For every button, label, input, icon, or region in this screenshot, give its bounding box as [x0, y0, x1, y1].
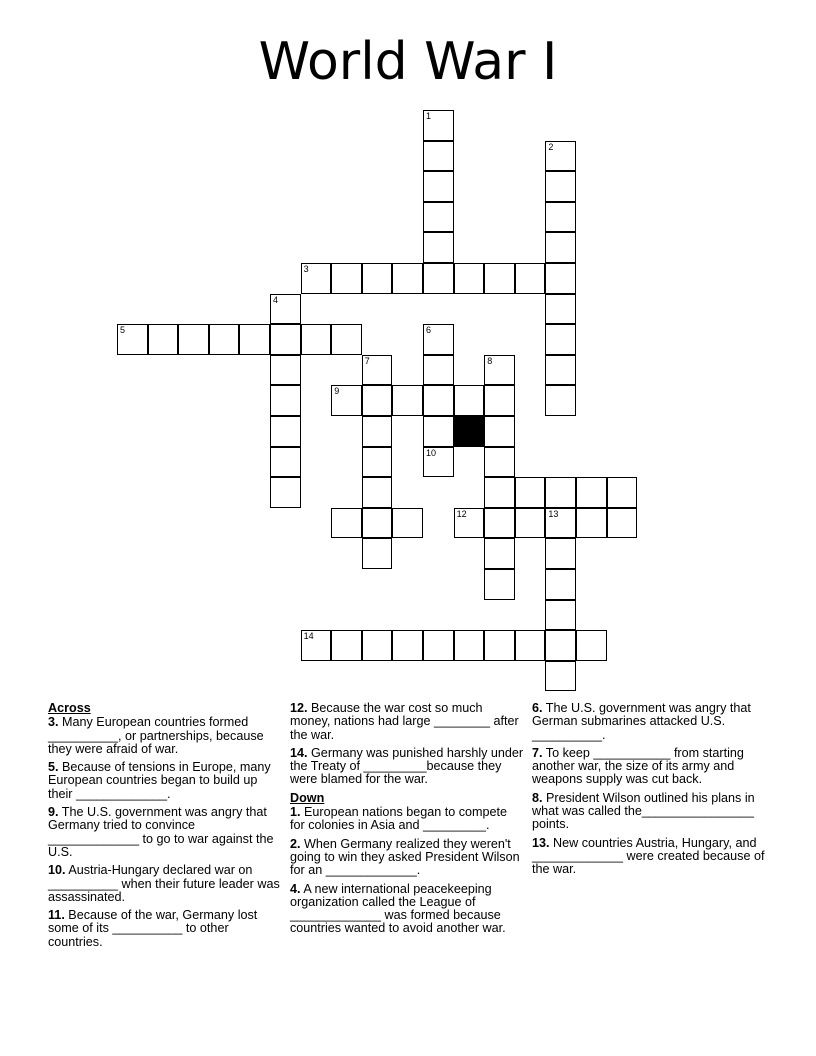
crossword-cell[interactable]	[423, 110, 454, 141]
crossword-cell[interactable]	[607, 477, 638, 508]
clue-number: 11.	[48, 908, 65, 923]
clue-down-2	[290, 838, 524, 878]
clue-down-6	[532, 702, 766, 742]
crossword-cell[interactable]	[423, 355, 454, 386]
crossword-cell[interactable]	[545, 385, 576, 416]
clue-text: President Wilson outlined his plans in what was called the________________ points.	[532, 790, 755, 832]
crossword-cell[interactable]	[545, 600, 576, 631]
clue-text: The U.S. government was angry that German submarines attacked U.S. __________.	[532, 701, 751, 742]
crossword-cell[interactable]	[484, 263, 515, 294]
clue-text: The U.S. government was angry that Germany tried to convince _____________ to go to war against the U.S.	[48, 805, 274, 859]
clue-number-label: 10	[426, 447, 437, 458]
clue-down-8	[532, 792, 766, 832]
crossword-cell[interactable]	[423, 171, 454, 202]
crossword-cell[interactable]	[545, 477, 576, 508]
clue-number: 7.	[532, 745, 543, 760]
crossword-cell[interactable]	[423, 416, 454, 447]
crossword-cell[interactable]	[515, 477, 546, 508]
crossword-cell[interactable]	[331, 263, 362, 294]
crossword-cell[interactable]	[148, 324, 179, 355]
crossword-cell[interactable]	[515, 630, 546, 661]
crossword-cell[interactable]	[423, 447, 454, 478]
crossword-block	[454, 416, 485, 447]
clue-number: 12.	[290, 701, 308, 715]
crossword-cell[interactable]	[545, 141, 576, 172]
crossword-cell[interactable]	[484, 569, 515, 600]
clue-number-label: 9	[334, 386, 340, 397]
clue-number: 9.	[48, 805, 59, 820]
crossword-cell[interactable]	[301, 263, 332, 294]
crossword-cell[interactable]	[423, 324, 454, 355]
clue-number-label: 12	[456, 508, 467, 519]
crossword-cell[interactable]	[270, 294, 301, 325]
clue-number: 2.	[290, 836, 301, 851]
crossword-cell[interactable]	[209, 324, 240, 355]
clue-down-7	[532, 747, 766, 787]
crossword-cell[interactable]	[576, 508, 607, 539]
across-header: Across	[48, 701, 91, 715]
crossword-cell[interactable]	[392, 385, 423, 416]
clue-number: 3.	[48, 715, 59, 730]
crossword-cell[interactable]	[423, 263, 454, 294]
crossword-cell[interactable]	[545, 171, 576, 202]
crossword-cell[interactable]	[607, 508, 638, 539]
clues-column-3	[532, 702, 766, 882]
clue-across-14	[290, 747, 524, 787]
clue-number-label: 7	[364, 355, 370, 366]
clue-number-label: 4	[273, 294, 279, 305]
clue-number: 10.	[48, 863, 66, 878]
crossword-cell[interactable]	[484, 385, 515, 416]
clue-number: 13.	[532, 835, 550, 850]
crossword-cell[interactable]	[239, 324, 270, 355]
clue-down-4	[290, 883, 524, 936]
crossword-cell[interactable]	[331, 508, 362, 539]
crossword-cell[interactable]	[545, 232, 576, 263]
crossword-cell[interactable]	[362, 355, 393, 386]
crossword-cell[interactable]	[362, 630, 393, 661]
clue-number-label: 6	[426, 325, 432, 336]
clue-text: Because of the war, Germany lost some of its __________ to other countries.	[48, 908, 258, 949]
clue-text: When Germany realized they weren't going to win they asked President Wilson for an _____________.	[290, 836, 520, 878]
crossword-cell[interactable]	[178, 324, 209, 355]
crossword-cell[interactable]	[454, 263, 485, 294]
crossword-cell[interactable]	[423, 141, 454, 172]
crossword-cell[interactable]	[576, 630, 607, 661]
crossword-cell[interactable]	[331, 385, 362, 416]
crossword-cell[interactable]	[270, 355, 301, 386]
crossword-cell[interactable]	[362, 416, 393, 447]
crossword-cell[interactable]	[270, 447, 301, 478]
crossword-cell[interactable]	[484, 630, 515, 661]
crossword-cell[interactable]	[362, 447, 393, 478]
crossword-cell[interactable]	[484, 355, 515, 386]
clue-number: 4.	[290, 881, 301, 896]
crossword-cell[interactable]	[392, 263, 423, 294]
crossword-cell[interactable]	[423, 630, 454, 661]
crossword-cell[interactable]	[362, 477, 393, 508]
clue-number: 8.	[532, 790, 543, 805]
clue-number: 14.	[290, 745, 308, 760]
crossword-cell[interactable]	[484, 538, 515, 569]
crossword-cell[interactable]	[362, 508, 393, 539]
crossword-cell[interactable]	[545, 263, 576, 294]
crossword-cell[interactable]	[423, 202, 454, 233]
clues-column-1	[48, 702, 282, 954]
clue-number-label: 3	[303, 264, 309, 274]
crossword-cell[interactable]	[545, 202, 576, 233]
crossword-cell[interactable]	[576, 477, 607, 508]
clue-number-label: 5	[120, 325, 126, 336]
clue-number: 1.	[290, 805, 301, 820]
clue-down-1	[290, 806, 524, 833]
clue-number-label: 13	[548, 508, 559, 519]
crossword-cell[interactable]	[362, 538, 393, 569]
clue-text: To keep ___________ from starting another war, the size of its army and weapons supply was cut back.	[532, 745, 744, 787]
crossword-cell[interactable]	[362, 263, 393, 294]
clue-number-label: 14	[303, 631, 314, 642]
crossword-cell[interactable]	[331, 630, 362, 661]
crossword-cell[interactable]	[454, 385, 485, 416]
crossword-cell[interactable]	[545, 294, 576, 325]
crossword-cell[interactable]	[484, 477, 515, 508]
down-header: Down	[290, 790, 325, 805]
crossword-cell[interactable]	[545, 569, 576, 600]
crossword-cell[interactable]	[270, 477, 301, 508]
crossword-cell[interactable]	[270, 385, 301, 416]
crossword-cell[interactable]	[454, 630, 485, 661]
clue-number-label: 2	[548, 141, 554, 152]
clue-text: Many European countries formed __________, or partnerships, because they were afraid of war.	[48, 715, 264, 756]
crossword-cell[interactable]	[362, 385, 393, 416]
clue-text: Because of tensions in Europe, many European countries began to build up their _____________.	[48, 760, 271, 801]
clue-text: New countries Austria, Hungary, and _____________ were created because of the war.	[532, 835, 765, 877]
clue-across-12	[290, 702, 524, 742]
clue-across-9	[48, 806, 282, 859]
clue-text: European nations began to compete for colonies in Asia and _________.	[290, 805, 508, 833]
clue-across-10	[48, 864, 282, 904]
clue-down-13	[532, 837, 766, 877]
crossword-cell[interactable]	[484, 447, 515, 478]
crossword-cell[interactable]	[454, 508, 485, 539]
crossword-cell[interactable]	[423, 385, 454, 416]
clue-text: Germany was punished harshly under the Treaty of _________because they were blamed for the war.	[290, 745, 524, 787]
crossword-cell[interactable]	[484, 508, 515, 539]
crossword-cell[interactable]	[331, 324, 362, 355]
crossword-cell[interactable]	[484, 416, 515, 447]
page-title: World War I	[258, 32, 558, 92]
crossword-cell[interactable]	[270, 324, 301, 355]
crossword-cell[interactable]	[545, 630, 576, 661]
clue-across-3	[48, 716, 282, 756]
clues-column-2	[290, 702, 524, 941]
clue-across-5	[48, 761, 282, 801]
crossword-cell[interactable]	[515, 508, 546, 539]
clue-number: 5.	[48, 760, 59, 775]
crossword-cell[interactable]	[392, 630, 423, 661]
crossword-cell[interactable]	[117, 324, 148, 355]
crossword-cell[interactable]	[392, 508, 423, 539]
crossword-cell[interactable]	[301, 630, 332, 661]
crossword-cell[interactable]	[545, 324, 576, 355]
crossword-cell[interactable]	[301, 324, 332, 355]
crossword-cell[interactable]	[270, 416, 301, 447]
crossword-cell[interactable]	[545, 355, 576, 386]
clue-text: A new international peacekeeping organization called the League of _____________ was formed because countries wanted to avoid another war.	[290, 881, 506, 936]
clue-number-label: 8	[487, 355, 493, 366]
clue-number-label: 1	[426, 111, 432, 121]
clue-number: 6.	[532, 701, 543, 715]
crossword-cell[interactable]	[545, 508, 576, 539]
crossword-cell[interactable]	[515, 263, 546, 294]
clue-across-11	[48, 909, 282, 949]
crossword-cell[interactable]	[545, 661, 576, 692]
crossword-cell[interactable]	[423, 232, 454, 263]
clue-text: Austria-Hungary declared war on __________ when their future leader was assassinated.	[48, 863, 280, 904]
clue-text: Because the war cost so much money, nations had large ________ after the war.	[290, 701, 519, 742]
crossword-cell[interactable]	[545, 538, 576, 569]
